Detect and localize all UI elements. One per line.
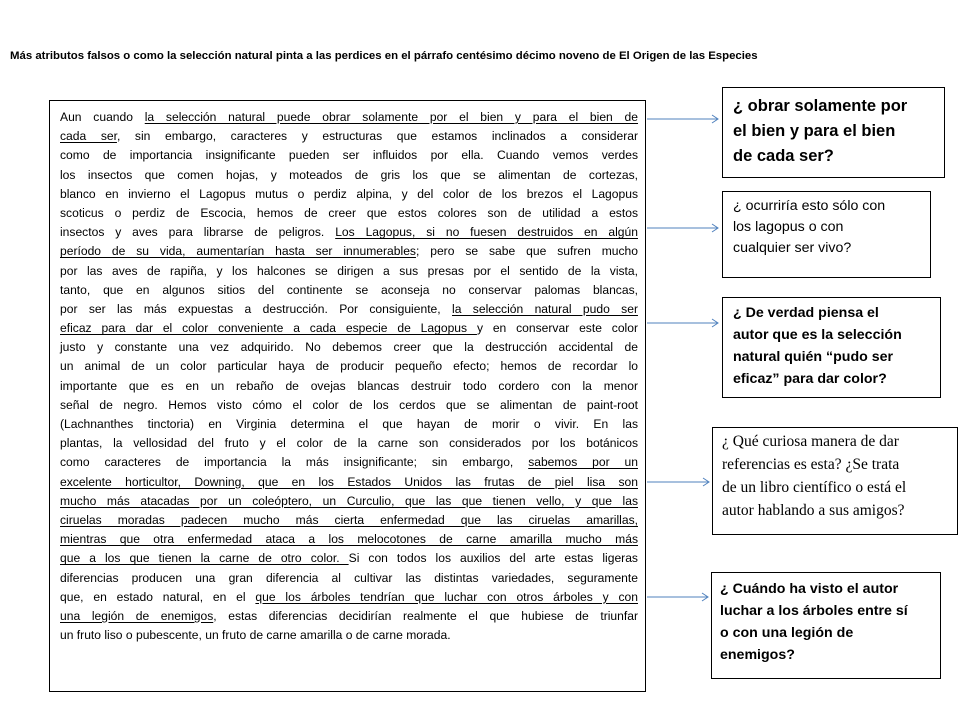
text-segment: importante que es en un rebaño de ovejas blancas destruir todo cordero con la menor bbox=[60, 378, 638, 393]
underlined-segment: sabemos por un bbox=[528, 455, 638, 470]
note-line: de cada ser? bbox=[733, 147, 834, 165]
note-line: los lagopus o con bbox=[733, 219, 844, 235]
arrow-4 bbox=[647, 478, 709, 486]
underlined-segment: eficaz para dar el color conveniente a cada especie de Lagopus bbox=[60, 321, 477, 336]
note-line: ¿ Cuándo ha visto el autor bbox=[720, 581, 899, 597]
text-segment: blanco en invierno el Lagopus mutus o perdiz alpina, y del color de los brezos el Lagopus bbox=[60, 186, 638, 201]
page-title: Más atributos falsos o como la selección natural pinta a las perdices en el párrafo centésimo décimo noveno de El Origen de las Especies bbox=[10, 50, 758, 62]
note-line: autor que es la selección bbox=[733, 327, 902, 343]
text-segment: Si con todos los auxilios del arte estas ligeras bbox=[348, 551, 638, 566]
note-line: eficaz” para dar color? bbox=[733, 371, 887, 387]
text-segment: diferencias producen una gran diferencia al cultivar las distintas variedades, seguramente bbox=[60, 570, 638, 585]
text-segment: que, en estado natural, en el bbox=[60, 589, 256, 604]
text-segment: insectos y aves para librarse de peligros. bbox=[60, 225, 336, 240]
note-line: de un libro científico o está el bbox=[722, 479, 907, 496]
text-segment: , sin embargo, caracteres y estructuras que estamos inclinados a considerar bbox=[116, 129, 638, 144]
text-segment: ; pero se sabe que sufren mucho bbox=[415, 244, 639, 259]
text-segment: y en conservar este color bbox=[476, 321, 638, 336]
note-line: cualquier ser vivo? bbox=[733, 240, 852, 256]
underlined-segment: que los árboles tendrían que luchar con otros árboles y con bbox=[255, 589, 638, 604]
arrow-2 bbox=[647, 224, 718, 232]
text-segment: Aun cuando bbox=[60, 110, 145, 124]
text-segment: tanto, que en algunos sitios del continente se aconseja no conservar palomas blancas, bbox=[60, 282, 638, 297]
underlined-segment: Los Lagopus, si no fuesen destruidos en algún bbox=[335, 225, 638, 240]
note-line: el bien y para el bien bbox=[733, 122, 896, 140]
underlined-segment: que a los que tienen la carne de otro color. bbox=[60, 551, 349, 566]
note-line: o con una legión de bbox=[720, 625, 854, 641]
note-line: ¿ ocurriría esto sólo con bbox=[733, 198, 886, 214]
underlined-segment: mucho más atacadas por un coleóptero, un Curculio, que las que tienen vello, y que las bbox=[60, 493, 638, 508]
note-line: natural quién “pudo ser bbox=[733, 349, 894, 365]
text-segment: un fruto liso o pubescente, un fruto de carne amarilla o de carne morada. bbox=[60, 628, 451, 643]
underlined-segment: excelente horticultor, Downing, que en los Estados Unidos las frutas de piel lisa son bbox=[60, 474, 638, 489]
arrow-1 bbox=[647, 115, 718, 123]
text-segment: por ser las más expuestas a destrucción. Por consiguiente, bbox=[60, 301, 453, 316]
underlined-segment: período de su vida, aumentarían hasta ser innumerables bbox=[60, 244, 416, 259]
note-line: autor hablando a sus amigos? bbox=[722, 502, 905, 519]
note-line: luchar a los árboles entre sí bbox=[720, 603, 908, 619]
text-segment: como caracteres de importancia la más insignificante; sin embargo, bbox=[60, 455, 529, 470]
arrow-3 bbox=[647, 319, 718, 327]
text-segment: como de importancia insignificante pueden ser influidos por ella. Cuando vemos verdes bbox=[60, 148, 638, 163]
underlined-segment: mientras que otra enfermedad ataca a los melocotones de carne amarilla mucho más bbox=[60, 532, 638, 547]
note-line: enemigos? bbox=[720, 647, 795, 663]
text-segment: los insectos que comen hojas, y moteados de gris los que se alimentan de cortezas, bbox=[60, 167, 638, 182]
underlined-segment: cada ser bbox=[60, 129, 117, 144]
underlined-segment: la selección natural puede obrar solamente por el bien y para el bien de bbox=[144, 110, 639, 124]
text-segment: scoticus o perdiz de Escocia, hemos de creer que estos colores son de utilidad a estos bbox=[60, 205, 638, 220]
text-segment: justo y constante una vez adquirido. No debemos creer que la destrucción accidental de bbox=[60, 340, 638, 355]
text-segment: plantas, la vellosidad del fruto y el color de la carne son considerados por los botánicos bbox=[60, 436, 638, 451]
text-segment: por las aves de rapiña, y los halcones se dirigen a sus presas por el sentido de la vista, bbox=[60, 263, 638, 278]
text-segment: un animal de un color particular haya de producir pequeño efecto; hemos de recordar lo bbox=[60, 359, 638, 374]
underlined-segment: una legión de enemigos bbox=[60, 608, 214, 623]
text-segment: (Lachnanthes tinctoria) en Virginia determina el que hayan de morir o vivir. En las bbox=[60, 417, 638, 431]
text-segment: señal de negro. Hemos visto cómo el color de los cerdos que se alimentan de paint-root bbox=[60, 397, 638, 412]
text-segment: , estas diferencias decidirían realmente el que hubiese de triunfar bbox=[213, 608, 638, 623]
note-line: ¿ Qué curiosa manera de dar bbox=[722, 433, 899, 450]
note-line: ¿ obrar solamente por bbox=[733, 97, 908, 115]
underlined-segment: la selección natural pudo ser bbox=[452, 301, 638, 316]
note-line: ¿ De verdad piensa el bbox=[733, 305, 879, 321]
note-line: referencias es esta? ¿Se trata bbox=[722, 456, 900, 473]
arrow-5 bbox=[647, 593, 708, 601]
underlined-segment: ciruelas moradas padecen mucho más cierta enfermedad que las ciruelas amarillas, bbox=[60, 512, 638, 527]
